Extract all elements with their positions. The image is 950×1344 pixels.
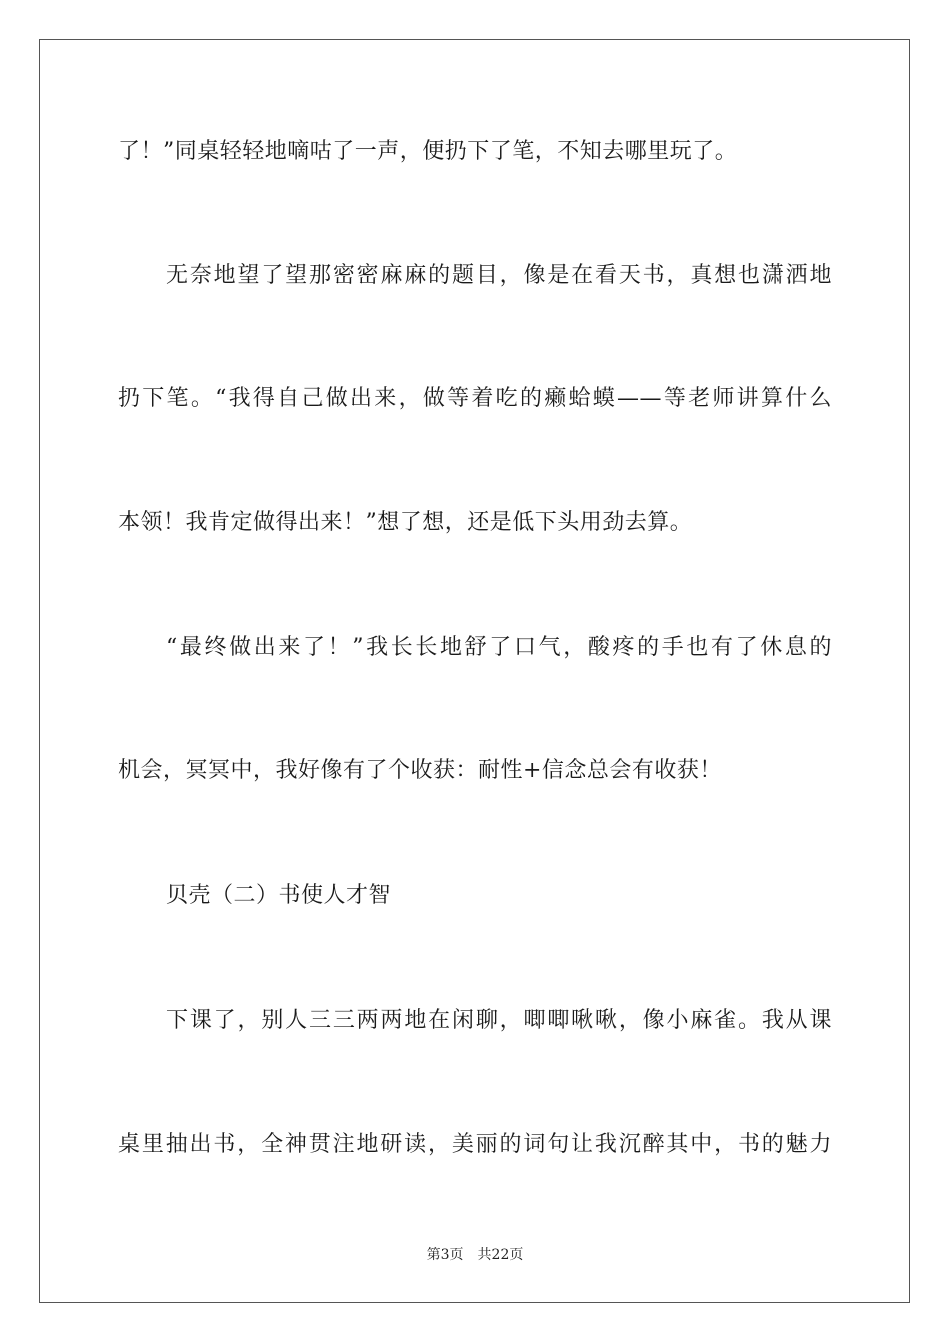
page-number: 第3页 (426, 1247, 464, 1263)
text-line-9: 桌里抽出书，全神贯注地研读，美丽的词句让我沉醉其中，书的魅力 (118, 1132, 832, 1157)
text-line-8: 下课了，别人三三两两地在闲聊，唧唧啾啾，像小麻雀。我从课 (166, 1008, 832, 1033)
text-line-4: 本领！我肯定做得出来！”想了想，还是低下头用劲去算。 (118, 510, 693, 535)
text-line-3: 扔下笔。“我得自己做出来，做等着吃的癞蛤蟆——等老师讲算什么 (118, 386, 832, 411)
page-border (39, 39, 910, 1303)
page-total: 共22页 (477, 1247, 524, 1263)
text-line-1: 了！”同桌轻轻地嘀咕了一声，便扔下了笔，不知去哪里玩了。 (118, 139, 738, 164)
text-line-5: “最终做出来了！”我长长地舒了口气，酸疼的手也有了休息的 (166, 635, 832, 660)
text-line-2: 无奈地望了望那密密麻麻的题目，像是在看天书，真想也潇洒地 (166, 263, 832, 288)
section-heading: 贝壳（二）书使人才智 (166, 883, 392, 908)
text-line-6: 机会，冥冥中，我好像有了个收获：耐性+信念总会有收获！ (118, 758, 722, 783)
page-footer (0, 1246, 950, 1264)
